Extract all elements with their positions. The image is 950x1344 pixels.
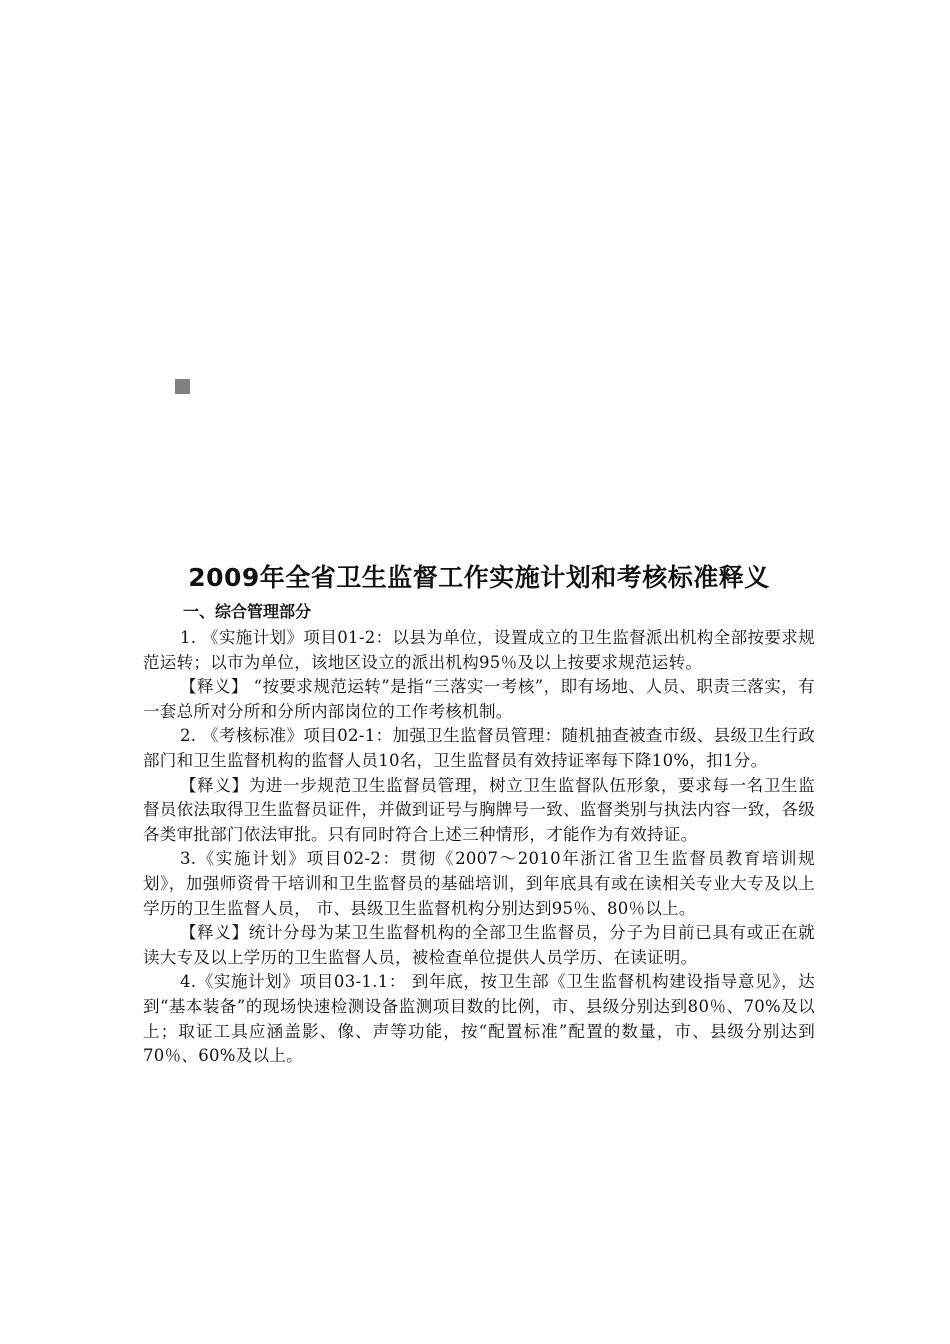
- document-body: [143, 560, 815, 1069]
- bullet-square-icon: [175, 379, 190, 394]
- paragraph-item-2: 2. 《考核标准》项目02-1：加强卫生监督员管理：随机抽查被查市级、县级卫生行政部门和卫生监督机构的监督人员10名，卫生监督员有效持证率每下降10%，扣1分。: [143, 726, 815, 770]
- paragraph-item-1: 1. 《实施计划》项目01-2：以县为单位，设置成立的卫生监督派出机构全部按要求规范运转；以市为单位，该地区设立的派出机构95％及以上按要求规范运转。: [143, 628, 815, 672]
- paragraph-item-4: 4.《实施计划》项目03-1.1： 到年底，按卫生部《卫生监督机构建设指导意见》，达到“基本装备”的现场快速检测设备监测项目数的比例，市、县级分别达到80％、70%及以上；取证工具应涵盖影、像、声等功能，按“配置标准”配置的数量，市、县级分别达到70％、60%及以上。: [143, 972, 815, 1066]
- document-title: 2009年全省卫生监督工作实施计划和考核标准释义: [188, 563, 770, 592]
- paragraph-explanation-1: 【释义】 “按要求规范运转”是指“三落实一考核”，即有场地、人员、职责三落实，有一套总所对分所和分所内部岗位的工作考核机制。: [143, 677, 815, 721]
- paragraph-explanation-3: 【释义】统计分母为某卫生监督机构的全部卫生监督员，分子为目前已具有或正在就读大专及以上学历的卫生监督人员，被检查单位提供人员学历、在读证明。: [143, 923, 815, 967]
- paragraph-explanation-2: 【释义】为进一步规范卫生监督员管理，树立卫生监督队伍形象，要求每一名卫生监督员依法取得卫生监督员证件，并做到证号与胸牌号一致、监督类别与执法内容一致，各级各类审批部门依法审批。只有同时符合上述三种情形，才能作为有效持证。: [143, 775, 815, 844]
- section-heading: 一、综合管理部分: [183, 602, 312, 621]
- paragraph-item-3: 3.《实施计划》项目02-2：贯彻《2007～2010年浙江省卫生监督员教育培训规划》，加强师资骨干培训和卫生监督员的基础培训，到年底具有或在读相关专业大专及以上学历的卫生监督人员， 市、县级卫生监督机构分别达到95％、80％以上。: [143, 849, 815, 918]
